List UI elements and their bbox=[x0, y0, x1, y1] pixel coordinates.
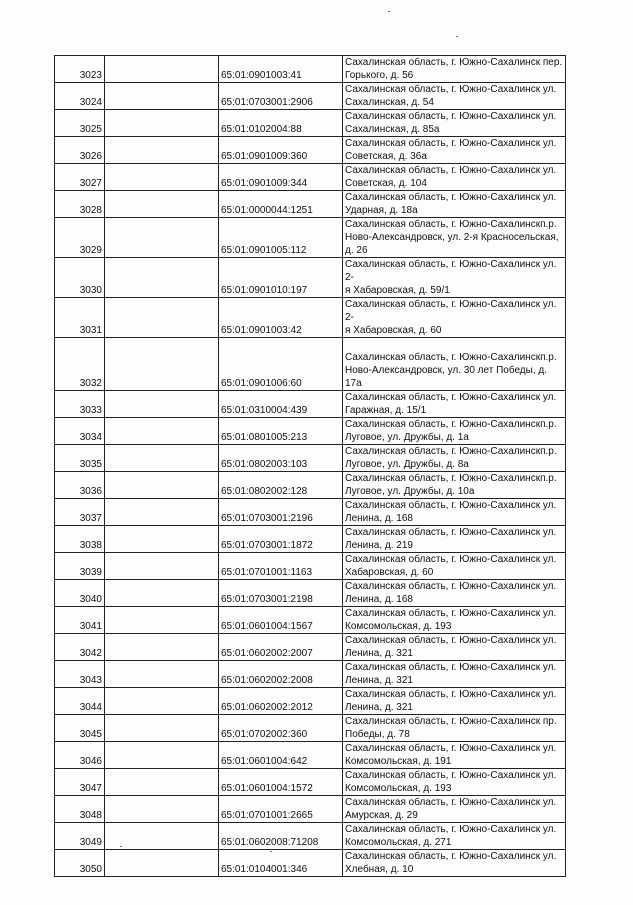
address-cell: Сахалинская область, г. Южно-Сахалинск ул. Комсомольская, д. 191 bbox=[343, 742, 566, 769]
table-row bbox=[55, 580, 566, 607]
cadastral-number: 65:01:0901003:41 bbox=[219, 56, 343, 83]
cadastral-number: 65:01:0901006:60 bbox=[219, 338, 343, 391]
row-number: 3027 bbox=[55, 164, 105, 191]
cadastral-number: 65:01:0000044:1251 bbox=[219, 191, 343, 218]
empty-cell bbox=[105, 338, 219, 391]
empty-cell bbox=[105, 850, 219, 877]
empty-cell bbox=[105, 191, 219, 218]
table-row bbox=[55, 110, 566, 137]
table-row bbox=[55, 499, 566, 526]
address-cell: Сахалинская область, г. Южно-Сахалинск ул. 2- я Хабаровская, д. 59/1 bbox=[343, 258, 566, 298]
cadastral-number: 65:01:0601004:642 bbox=[219, 742, 343, 769]
table-row bbox=[55, 796, 566, 823]
empty-cell bbox=[105, 110, 219, 137]
cadastral-number: 65:01:0601004:1567 bbox=[219, 607, 343, 634]
row-number: 3047 bbox=[55, 769, 105, 796]
empty-cell bbox=[105, 769, 219, 796]
row-number: 3046 bbox=[55, 742, 105, 769]
row-number: 3030 bbox=[55, 258, 105, 298]
address-cell: Сахалинская область, г. Южно-Сахалинск ул. Сахалинская, д. 85а bbox=[343, 110, 566, 137]
cadastral-number: 65:01:0802002:128 bbox=[219, 472, 343, 499]
address-cell: Сахалинская область, г. Южно-Сахалинскп.р. Луговое, ул. Дружбы, д. 10а bbox=[343, 472, 566, 499]
cadastral-number: 65:01:0703001:2198 bbox=[219, 580, 343, 607]
scan-speck bbox=[388, 11, 390, 12]
cadastral-number: 65:01:0901003:42 bbox=[219, 298, 343, 338]
cadastral-number: 65:01:0901010:197 bbox=[219, 258, 343, 298]
scan-speck bbox=[270, 851, 272, 852]
empty-cell bbox=[105, 418, 219, 445]
cadastral-number: 65:01:0601004:1572 bbox=[219, 769, 343, 796]
empty-cell bbox=[105, 742, 219, 769]
row-number: 3041 bbox=[55, 607, 105, 634]
row-number: 3033 bbox=[55, 391, 105, 418]
address-cell: Сахалинская область, г. Южно-Сахалинск ул. Ударная, д. 18а bbox=[343, 191, 566, 218]
table-row bbox=[55, 445, 566, 472]
cadastral-number: 65:01:0602002:2007 bbox=[219, 634, 343, 661]
row-number: 3023 bbox=[55, 56, 105, 83]
empty-cell bbox=[105, 218, 219, 258]
empty-cell bbox=[105, 83, 219, 110]
cadastral-number: 65:01:0701001:2665 bbox=[219, 796, 343, 823]
cadastral-number: 65:01:0901009:360 bbox=[219, 137, 343, 164]
table-row bbox=[55, 688, 566, 715]
row-number: 3032 bbox=[55, 338, 105, 391]
address-cell: Сахалинская область, г. Южно-Сахалинскп.р. Луговое, ул. Дружбы, д. 1а bbox=[343, 418, 566, 445]
empty-cell bbox=[105, 661, 219, 688]
address-cell: Сахалинская область, г. Южно-Сахалинск ул. Хлебная, д. 10 bbox=[343, 850, 566, 877]
address-cell: Сахалинская область, г. Южно-Сахалинск ул. Комсомольская, д. 193 bbox=[343, 607, 566, 634]
address-cell: Сахалинская область, г. Южно-Сахалинскп.р. Луговое, ул. Дружбы, д. 8а bbox=[343, 445, 566, 472]
row-number: 3045 bbox=[55, 715, 105, 742]
cadastral-number: 65:01:0104001:346 bbox=[219, 850, 343, 877]
row-number: 3044 bbox=[55, 688, 105, 715]
address-cell: Сахалинская область, г. Южно-Сахалинск ул. Амурская, д. 29 bbox=[343, 796, 566, 823]
empty-cell bbox=[105, 607, 219, 634]
table-row bbox=[55, 191, 566, 218]
address-cell: Сахалинская область, г. Южно-Сахалинск ул. Советская, д. 104 bbox=[343, 164, 566, 191]
table-row bbox=[55, 472, 566, 499]
address-cell: Сахалинская область, г. Южно-Сахалинск ул. Гаражная, д. 15/1 bbox=[343, 391, 566, 418]
empty-cell bbox=[105, 688, 219, 715]
table-row bbox=[55, 298, 566, 338]
address-cell: Сахалинская область, г. Южно-Сахалинск пр. Победы, д. 78 bbox=[343, 715, 566, 742]
row-number: 3024 bbox=[55, 83, 105, 110]
empty-cell bbox=[105, 56, 219, 83]
row-number: 3038 bbox=[55, 526, 105, 553]
address-cell: Сахалинская область, г. Южно-Сахалинск ул. Ленина, д. 321 bbox=[343, 688, 566, 715]
address-cell: Сахалинская область, г. Южно-Сахалинскп.р. Ново-Александровск, ул. 30 лет Победы, д. 17а bbox=[343, 338, 566, 391]
address-cell: Сахалинская область, г. Южно-Сахалинск пер. Горького, д. 56 bbox=[343, 56, 566, 83]
cadastral-number: 65:01:0802003:103 bbox=[219, 445, 343, 472]
cadastral-number: 65:01:0801005:213 bbox=[219, 418, 343, 445]
row-number: 3048 bbox=[55, 796, 105, 823]
row-number: 3029 bbox=[55, 218, 105, 258]
row-number: 3042 bbox=[55, 634, 105, 661]
row-number: 3025 bbox=[55, 110, 105, 137]
row-number: 3039 bbox=[55, 553, 105, 580]
empty-cell bbox=[105, 258, 219, 298]
empty-cell bbox=[105, 391, 219, 418]
table-row bbox=[55, 742, 566, 769]
cadastral-number: 65:01:0703001:2906 bbox=[219, 83, 343, 110]
cadastral-number: 65:01:0703001:2196 bbox=[219, 499, 343, 526]
table-row bbox=[55, 137, 566, 164]
empty-cell bbox=[105, 553, 219, 580]
table-row bbox=[55, 258, 566, 298]
address-cell: Сахалинская область, г. Южно-Сахалинск ул. Сахалинская, д. 54 bbox=[343, 83, 566, 110]
table-row bbox=[55, 164, 566, 191]
scan-speck bbox=[456, 36, 458, 37]
address-cell: Сахалинская область, г. Южно-Сахалинск ул. Ленина, д. 168 bbox=[343, 580, 566, 607]
cadastral-number: 65:01:0602002:2012 bbox=[219, 688, 343, 715]
row-number: 3050 bbox=[55, 850, 105, 877]
empty-cell bbox=[105, 526, 219, 553]
row-number: 3026 bbox=[55, 137, 105, 164]
row-number: 3035 bbox=[55, 445, 105, 472]
row-number: 3043 bbox=[55, 661, 105, 688]
table-row bbox=[55, 418, 566, 445]
empty-cell bbox=[105, 164, 219, 191]
address-cell: Сахалинская область, г. Южно-Сахалинск ул. Комсомольская, д. 193 bbox=[343, 769, 566, 796]
table-row bbox=[55, 391, 566, 418]
empty-cell bbox=[105, 445, 219, 472]
empty-cell bbox=[105, 796, 219, 823]
address-cell: Сахалинская область, г. Южно-Сахалинск ул. Ленина, д. 321 bbox=[343, 634, 566, 661]
empty-cell bbox=[105, 580, 219, 607]
row-number: 3034 bbox=[55, 418, 105, 445]
cadastral-number: 65:01:0310004:439 bbox=[219, 391, 343, 418]
empty-cell bbox=[105, 715, 219, 742]
empty-cell bbox=[105, 137, 219, 164]
empty-cell bbox=[105, 298, 219, 338]
table-row bbox=[55, 218, 566, 258]
address-cell: Сахалинская область, г. Южно-Сахалинск ул. Комсомольская, д. 271 bbox=[343, 823, 566, 850]
table-row bbox=[55, 634, 566, 661]
address-cell: Сахалинская область, г. Южно-Сахалинск ул. Ленина, д. 168 bbox=[343, 499, 566, 526]
table-row bbox=[55, 526, 566, 553]
table-row bbox=[55, 661, 566, 688]
row-number: 3028 bbox=[55, 191, 105, 218]
cadastral-number: 65:01:0901009:344 bbox=[219, 164, 343, 191]
cadastral-number: 65:01:0602002:2008 bbox=[219, 661, 343, 688]
table-row bbox=[55, 715, 566, 742]
row-number: 3036 bbox=[55, 472, 105, 499]
cadastral-number: 65:01:0701001:1163 bbox=[219, 553, 343, 580]
scan-speck bbox=[120, 846, 122, 847]
table-row bbox=[55, 823, 566, 850]
row-number: 3049 bbox=[55, 823, 105, 850]
address-cell: Сахалинская область, г. Южно-Сахалинскп.р. Ново-Александровск, ул. 2-я Красносельская, д. 26 bbox=[343, 218, 566, 258]
table-row bbox=[55, 553, 566, 580]
table-row bbox=[55, 850, 566, 877]
table-row bbox=[55, 338, 566, 391]
empty-cell bbox=[105, 634, 219, 661]
row-number: 3040 bbox=[55, 580, 105, 607]
table-row bbox=[55, 56, 566, 83]
property-table bbox=[54, 55, 566, 877]
empty-cell bbox=[105, 499, 219, 526]
address-cell: Сахалинская область, г. Южно-Сахалинск ул. 2- я Хабаровская, д. 60 bbox=[343, 298, 566, 338]
table-row bbox=[55, 83, 566, 110]
address-cell: Сахалинская область, г. Южно-Сахалинск ул. Советская, д. 36а bbox=[343, 137, 566, 164]
address-cell: Сахалинская область, г. Южно-Сахалинск ул. Ленина, д. 321 bbox=[343, 661, 566, 688]
cadastral-number: 65:01:0602008:71208 bbox=[219, 823, 343, 850]
table-row bbox=[55, 607, 566, 634]
row-number: 3031 bbox=[55, 298, 105, 338]
cadastral-number: 65:01:0703001:1872 bbox=[219, 526, 343, 553]
address-cell: Сахалинская область, г. Южно-Сахалинск ул. Хабаровская, д. 60 bbox=[343, 553, 566, 580]
row-number: 3037 bbox=[55, 499, 105, 526]
address-cell: Сахалинская область, г. Южно-Сахалинск ул. Ленина, д. 219 bbox=[343, 526, 566, 553]
cadastral-number: 65:01:0901005:112 bbox=[219, 218, 343, 258]
cadastral-number: 65:01:0702002:360 bbox=[219, 715, 343, 742]
table-body bbox=[55, 56, 566, 877]
cadastral-number: 65:01:0102004:88 bbox=[219, 110, 343, 137]
table-row bbox=[55, 769, 566, 796]
empty-cell bbox=[105, 472, 219, 499]
